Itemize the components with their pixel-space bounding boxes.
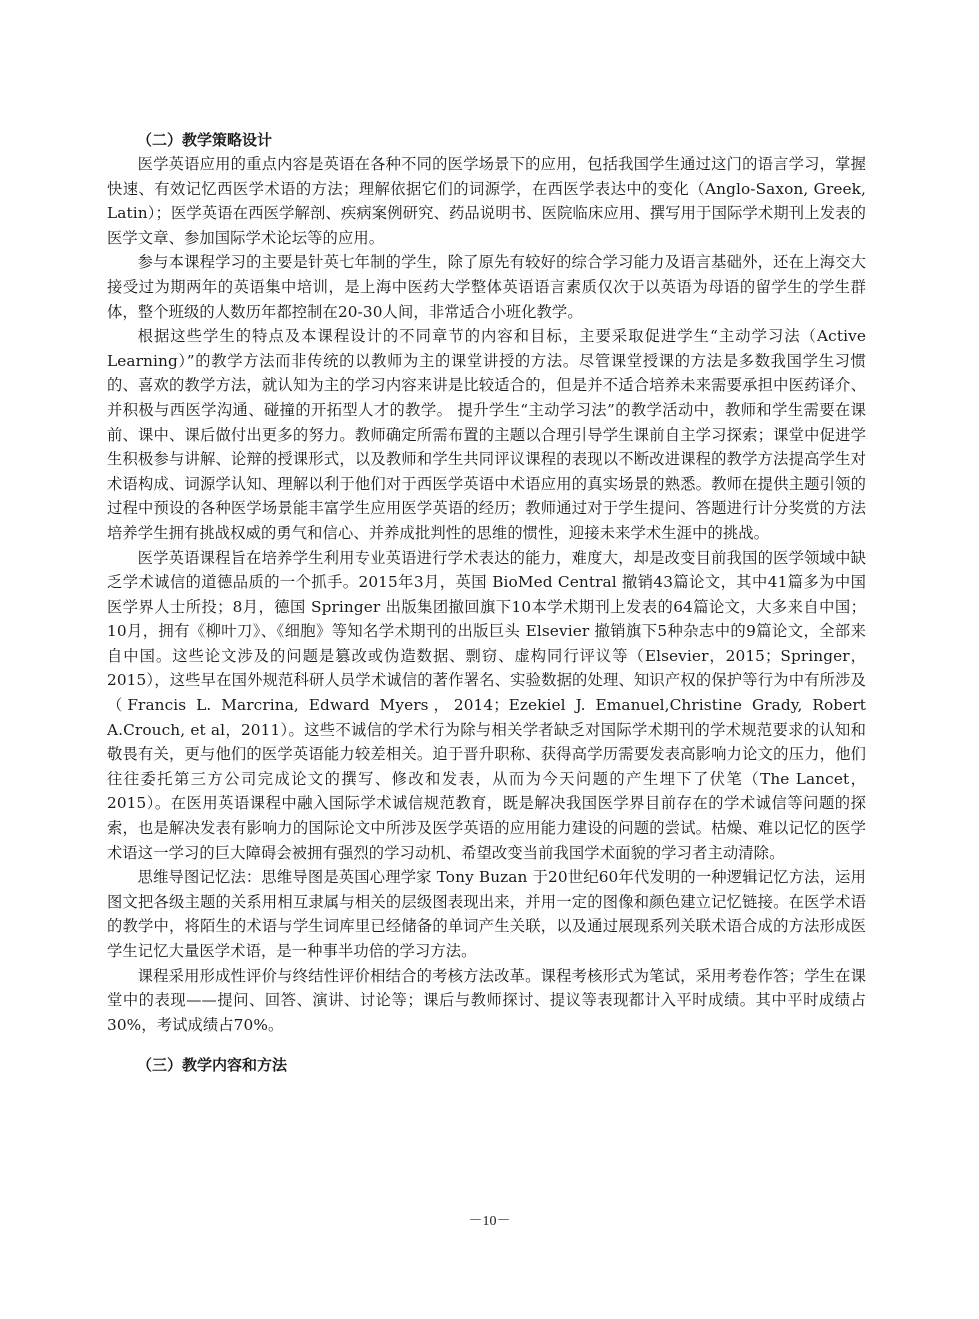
paragraph-application-content: 医学英语应用的重点内容是英语在各种不同的医学场景下的应用，包括我国学生通过这门的语言学习，掌握快速、有效记忆西医学术语的方法；理解依据它们的词源学，在西医学表达中的变化（Anglo-Saxon, Greek, Latin）；医学英语在西医学解剖、疾病案例研究、药品说明书、医院临床应用、撰写用于国际学术期刊上发表的医学文章、参加国际学术论坛等的应用。 [107,155,866,247]
section-heading-teaching-content: （三）教学内容和方法 [137,1056,288,1075]
paragraph-active-learning: 根据这些学生的特点及本课程设计的不同章节的内容和目标，主要采取促进学生“主动学习法（Active Learning）”的教学方法而非传统的以教师为主的课堂讲授的方法。尽管课堂授课的方法是多数我国学生习惯的、喜欢的教学方法，就认知为主的学习内容来讲是比较适合的，但是并不适合培养未来需要承担中医药译介、并积极与西医学沟通、碰撞的开拓型人才的教学。 提升学生“主动学习法”的教学活动中，教师和学生需要在课前、课中、课后做付出更多的努力。教师确定所需布置的主题以合理引导学生课前自主学习探索；课堂中促进学生积极参与讲解、论辩的授课形式，以及教师和学生共同评议课程的表现以不断改进课程的教学方法提高学生对术语构成、词源学认知、理解以利于他们对于西医学英语中术语应用的真实场景的熟悉。教师在提供主题引领的过程中预设的各种医学场景能丰富学生应用医学英语的经历；教师通过对于学生提问、答题进行计分奖赏的方法培养学生拥有挑战权威的勇气和信心、并养成批判性的思维的惯性，迎接未来学术生涯中的挑战。 [107,327,866,542]
paragraph-mind-map-method: 思维导图记忆法：思维导图是英国心理学家 Tony Buzan 于20世纪60年代发明的一种逻辑记忆方法，运用图文把各级主题的关系用相互隶属与相关的层级图表现出来，并用一定的图像和颜色建立记忆链接。在医学术语的教学中，将陌生的术语与学生词库里已经储备的单词产生关联，以及通过展现系列关联术语合成的方法形成医学生记忆大量医学术语，是一种事半功倍的学习方法。 [107,868,866,960]
section-heading-teaching-strategy: （二）教学策略设计 [137,131,273,149]
paragraph-assessment: 课程采用形成性评价与终结性评价相结合的考核方法改革。课程考核形式为笔试，采用考卷作答；学生在课堂中的表现——提问、回答、演讲、讨论等；课后与教师探讨、提议等表现都计入平时成绩。其中平时成绩占30%，考试成绩占70%。 [107,966,866,1034]
page-number: －10－ [468,1214,511,1229]
page-content [107,126,866,1077]
paragraph-student-profile: 参与本课程学习的主要是针英七年制的学生，除了原先有较好的综合学习能力及语言基础外，还在上海交大接受过为期两年的英语集中培训，是上海中医药大学整体英语语言素质仅次于以英语为母语的留学生的学生群体，整个班级的人数历年都控制在20-30人间，非常适合小班化教学。 [107,253,866,321]
paragraph-academic-integrity: 医学英语课程旨在培养学生利用专业英语进行学术表达的能力，难度大，却是改变目前我国的医学领域中缺乏学术诚信的道德品质的一个抓手。2015年3月，英国 BioMed Central 撤销43篇论文，其中41篇多为中国医学界人士所投；8月，德国 Springer 出版集团撤回旗下10本学术期刊上发表的64篇论文，大多来自中国；10月，拥有《柳叶刀》、《细胞》等知名学术期刊的出版巨头 Elsevier 撤销旗下5种杂志中的9篇论文，全部来自中国。这些论文涉及的问题是篡改或伪造数据、剽窃、虚构同行评议等（Elsevier，2015；Springer，2015），这些早在国外规范科研人员学术诚信的著作署名、实验数据的处理、知识产权的保护等行为中有所涉及（Francis L. Marcrina, Edward Myers，2014；Ezekiel J. Emanuel,Christine Grady, Robert A.Crouch, et al，2011）。这些不诚信的学术行为除与相关学者缺乏对国际学术期刊的学术规范要求的认知和敬畏有关，更与他们的医学英语能力较差相关。迫于晋升职称、获得高学历需要发表高影响力论文的压力，他们往往委托第三方公司完成论文的撰写、修改和发表，从而为今天问题的产生埋下了伏笔（The Lancet，2015）。在医用英语课程中融入国际学术诚信规范教育，既是解决我国医学界目前存在的学术诚信等问题的探索，也是解决发表有影响力的国际论文中所涉及医学英语的应用能力建设的问题的尝试。枯燥、难以记忆的医学术语这一学习的巨大障碍会被拥有强烈的学习动机、希望改变当前我国学术面貌的学习者主动清除。 [107,548,866,862]
